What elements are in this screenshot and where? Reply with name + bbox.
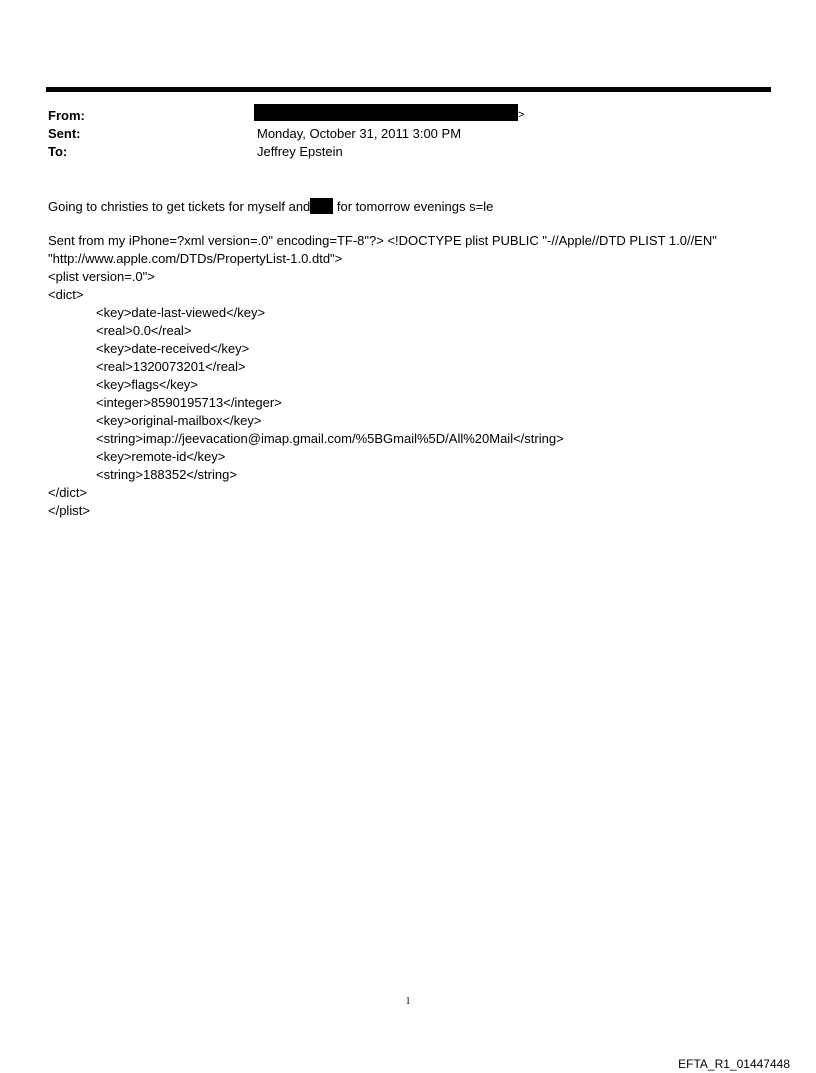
xml-line: <string>188352</string>: [96, 467, 237, 482]
xml-line: <integer>8590195713</integer>: [96, 395, 282, 410]
xml-line: <key>date-received</key>: [96, 341, 250, 356]
message-text-before: Going to christies to get tickets for myself and: [48, 199, 311, 214]
sent-from-line-2: "http://www.apple.com/DTDs/PropertyList-1.0.dtd">: [48, 251, 343, 266]
xml-line: <string>imap://jeevacation@imap.gmail.com/%5BGmail%5D/All%20Mail</string>: [96, 431, 564, 446]
header-divider: [46, 87, 771, 92]
document-id: EFTA_R1_01447448: [678, 1057, 790, 1071]
from-label: From:: [48, 108, 85, 123]
xml-line: <dict>: [48, 287, 84, 302]
xml-line: <key>remote-id</key>: [96, 449, 226, 464]
page-number: 1: [405, 996, 411, 1007]
plist-block: [48, 268, 564, 520]
from-redaction: [254, 104, 518, 121]
xml-line: <real>0.0</real>: [96, 323, 192, 338]
from-value-tail: >: [518, 109, 525, 121]
xml-line: </dict>: [48, 485, 88, 500]
xml-line: <plist version=.0">: [48, 269, 155, 284]
xml-line: </plist>: [48, 503, 90, 518]
xml-line: <key>date-last-viewed</key>: [96, 305, 266, 320]
to-value: Jeffrey Epstein: [257, 144, 343, 159]
sent-value: Monday, October 31, 2011 3:00 PM: [257, 126, 462, 141]
xml-line: <key>original-mailbox</key>: [96, 413, 262, 428]
sent-label: Sent:: [48, 126, 81, 141]
xml-line: <real>1320073201</real>: [96, 359, 246, 374]
to-label: To:: [48, 144, 68, 159]
sent-from-line-1: Sent from my iPhone=?xml version=.0" encoding=TF-8"?> <!DOCTYPE plist PUBLIC "-//Apple//DTD PLIST 1.0//EN": [48, 233, 717, 248]
inline-redaction: [310, 198, 333, 214]
xml-line: <key>flags</key>: [96, 377, 198, 392]
message-line: [48, 198, 788, 216]
message-text-after: for tomorrow evenings s=le: [333, 199, 494, 214]
